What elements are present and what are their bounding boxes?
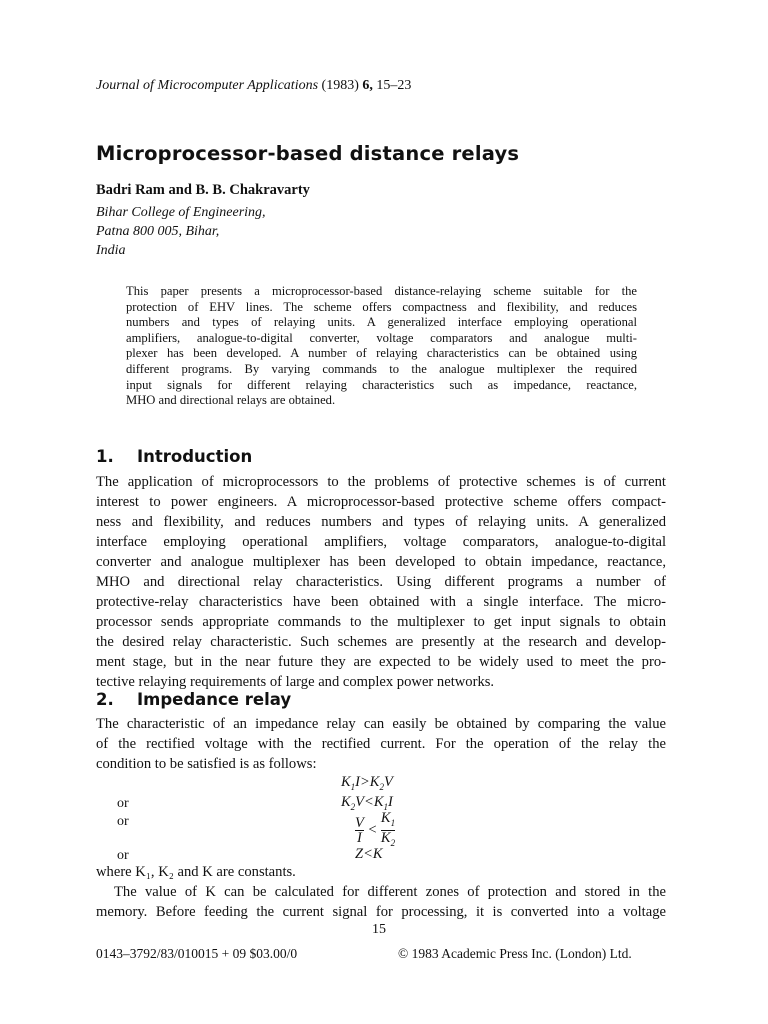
body-line: ment stage, but in the near future they are expected to be widely used to meet the pro-: [96, 654, 666, 670]
journal-citation: [96, 78, 411, 94]
page-number: 15: [372, 922, 386, 937]
body-line: of the rectified voltage with the rectified current. For the operation of the relay the: [96, 736, 666, 752]
body-line: interest to power engineers. A microprocessor-based protective scheme offers compact-: [96, 494, 666, 510]
body-line: protective-relay characteristics have been obtained with a single interface. The micro-: [96, 594, 666, 610]
body-line: The characteristic of an impedance relay can easily be obtained by comparing the value: [96, 716, 666, 732]
body-line: memory. Before feeding the current signal for processing, it is converted into a voltage: [96, 904, 666, 920]
body-line: The application of microprocessors to the problems of protective schemes is of current: [96, 474, 666, 490]
abstract-line: amplifiers, analogue-to-digital converter, voltage comparators and analogue multi-: [126, 330, 637, 345]
equation-1: $K_1I>K_2V$: [341, 774, 393, 792]
journal-volume: 6,: [362, 78, 373, 93]
or-label: or: [117, 814, 129, 829]
equation-4: Z<K: [355, 846, 383, 862]
body-line: converter and analogue multiplexer has been developed to obtain impedance, reactance,: [96, 554, 666, 570]
affiliation-line: India: [96, 243, 126, 258]
journal-name: Journal of Microcomputer Applications: [96, 78, 319, 93]
body-line: condition to be satisfied is as follows:: [96, 756, 317, 772]
section-heading-introduction: [96, 447, 252, 466]
affiliation-line: Patna 800 005, Bihar,: [96, 224, 220, 239]
equation-3: $\frac{V}{I}$ < $\frac{K_1}{K_2}$: [355, 810, 396, 848]
abstract-line: different programs. By varying commands to the analogue multiplexer the required: [126, 361, 637, 376]
body-line: interface employing operational amplifiers, voltage comparators, analogue-to-digital: [96, 534, 666, 550]
or-label: or: [117, 796, 129, 811]
section-title: Impedance relay: [137, 690, 292, 709]
footer-issn: 0143–3792/83/010015 + 09 $03.00/0: [96, 946, 298, 961]
body-line: ness and flexibility, and reduces numbers and types of relaying units. A generalized: [96, 514, 666, 530]
body-line: MHO and directional relay characteristics. Using different programs a number of: [96, 574, 666, 590]
impedance-body: [96, 714, 666, 774]
abstract-line: protection of EHV lines. The scheme offers compactness and flexibility, and reduces: [126, 299, 637, 314]
journal-pages: 15–23: [376, 78, 412, 93]
body-line: The value of K can be calculated for different zones of protection and stored in the: [114, 884, 666, 900]
body-line: the desired relay characteristic. Such schemes are presently at the research and develop-: [96, 634, 666, 650]
footer-copyright: © 1983 Academic Press Inc. (London) Ltd.: [398, 946, 632, 961]
section-heading-impedance-relay: [96, 690, 291, 709]
section-title: Introduction: [137, 447, 253, 466]
abstract: [126, 284, 637, 409]
abstract-line: This paper presents a microprocessor-based distance-relaying scheme suitable for the: [126, 284, 637, 298]
abstract-line: input signals for different relaying characteristics such as impedance, reactance,: [126, 377, 637, 392]
body-line: where K₁, K₂ and K are constants.: [96, 864, 296, 880]
body-line: processor sends appropriate commands to the multiplexer to get input signals to obtain: [96, 614, 666, 630]
introduction-body: [96, 472, 666, 692]
equation-2: $K_2V<K_1I$: [341, 794, 393, 812]
abstract-line: plexer has been developed. A number of relaying characteristics can be obtained using: [126, 346, 637, 361]
impedance-body-continued: [96, 862, 666, 922]
affiliation-line: Bihar College of Engineering,: [96, 205, 266, 220]
section-number: 1.: [96, 447, 114, 466]
abstract-line: numbers and types of relaying units. A generalized interface employing operational: [126, 315, 637, 330]
body-line: tective relaying requirements of large and complex power networks.: [96, 674, 495, 690]
paper-title: Microprocessor-based distance relays: [96, 142, 520, 165]
paper-authors: Badri Ram and B. B. Chakravarty: [96, 182, 310, 198]
section-number: 2.: [96, 690, 114, 709]
abstract-line: MHO and directional relays are obtained.: [126, 393, 336, 408]
or-label: or: [117, 848, 129, 863]
journal-year: (1983): [321, 78, 359, 93]
